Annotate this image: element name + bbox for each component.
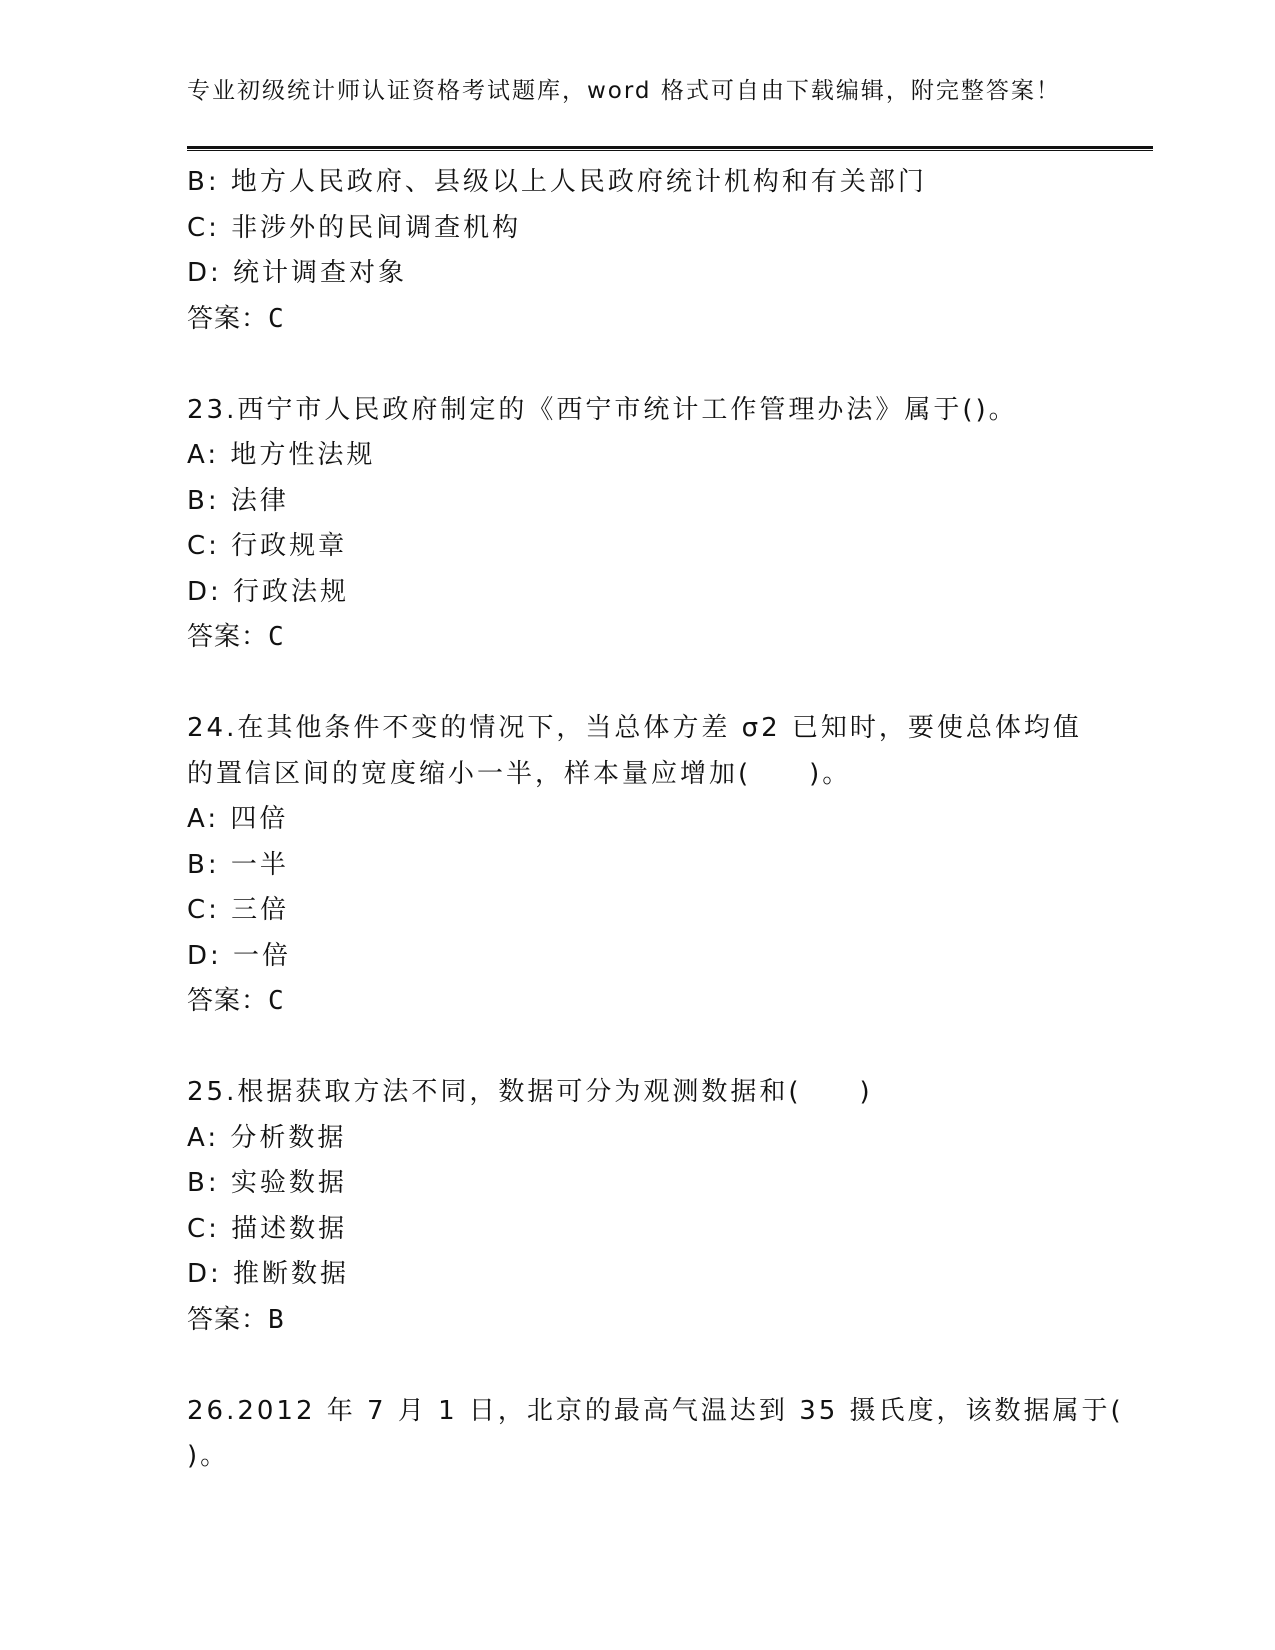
- option-a: A: 四倍: [187, 804, 289, 834]
- question-25: [187, 1070, 1087, 1343]
- option-a: A: 分析数据: [187, 1122, 347, 1153]
- option-c: C: 行政规章: [187, 531, 348, 561]
- option-b: B: 地方人民政府、县级以上人民政府统计机构和有关部门: [187, 167, 927, 197]
- question-22: [187, 160, 1087, 342]
- question-23: [187, 388, 1087, 661]
- header-divider: [187, 146, 1153, 151]
- option-c: C: 描述数据: [187, 1213, 348, 1244]
- answer-text: 答案：C: [187, 986, 285, 1016]
- question-list: [187, 160, 1124, 1480]
- question-stem-line-1: 24.在其他条件不变的情况下，当总体方差 σ2 已知时，要使总体均值: [187, 713, 1082, 743]
- question-stem: 25.根据获取方法不同，数据可分为观测数据和( ): [187, 1077, 873, 1107]
- option-b: B: 法律: [187, 485, 289, 516]
- question-stem-line-2: 的置信区间的宽度缩小一半，样本量应增加( )。: [187, 758, 852, 789]
- option-c: C: 三倍: [187, 895, 290, 925]
- answer-text: 答案：C: [187, 303, 285, 334]
- question-stem-line-1: 26.2012 年 7 月 1 日，北京的最高气温达到 35 摄氏度，该数据属于(: [187, 1395, 1124, 1426]
- question-stem-line-2: )。: [187, 1441, 230, 1471]
- page-header: 专业初级统计师认证资格考试题库，word 格式可自由下载编辑，附完整答案！: [187, 78, 1061, 104]
- option-b: B: 一半: [187, 849, 289, 880]
- option-b: B: 实验数据: [187, 1168, 347, 1198]
- option-c: C: 非涉外的民间调查机构: [187, 212, 522, 243]
- answer-text: 答案：B: [187, 1304, 285, 1335]
- answer-text: 答案：C: [187, 622, 285, 652]
- question-26: [187, 1389, 1124, 1480]
- option-d: D: 推断数据: [187, 1259, 350, 1289]
- option-d: D: 统计调查对象: [187, 258, 408, 288]
- option-d: D: 行政法规: [187, 576, 350, 607]
- option-a: A: 地方性法规: [187, 440, 376, 470]
- question-24: [187, 706, 1087, 1025]
- question-stem: 23.西宁市人民政府制定的《西宁市统计工作管理办法》属于()。: [187, 394, 1018, 425]
- option-d: D: 一倍: [187, 940, 292, 971]
